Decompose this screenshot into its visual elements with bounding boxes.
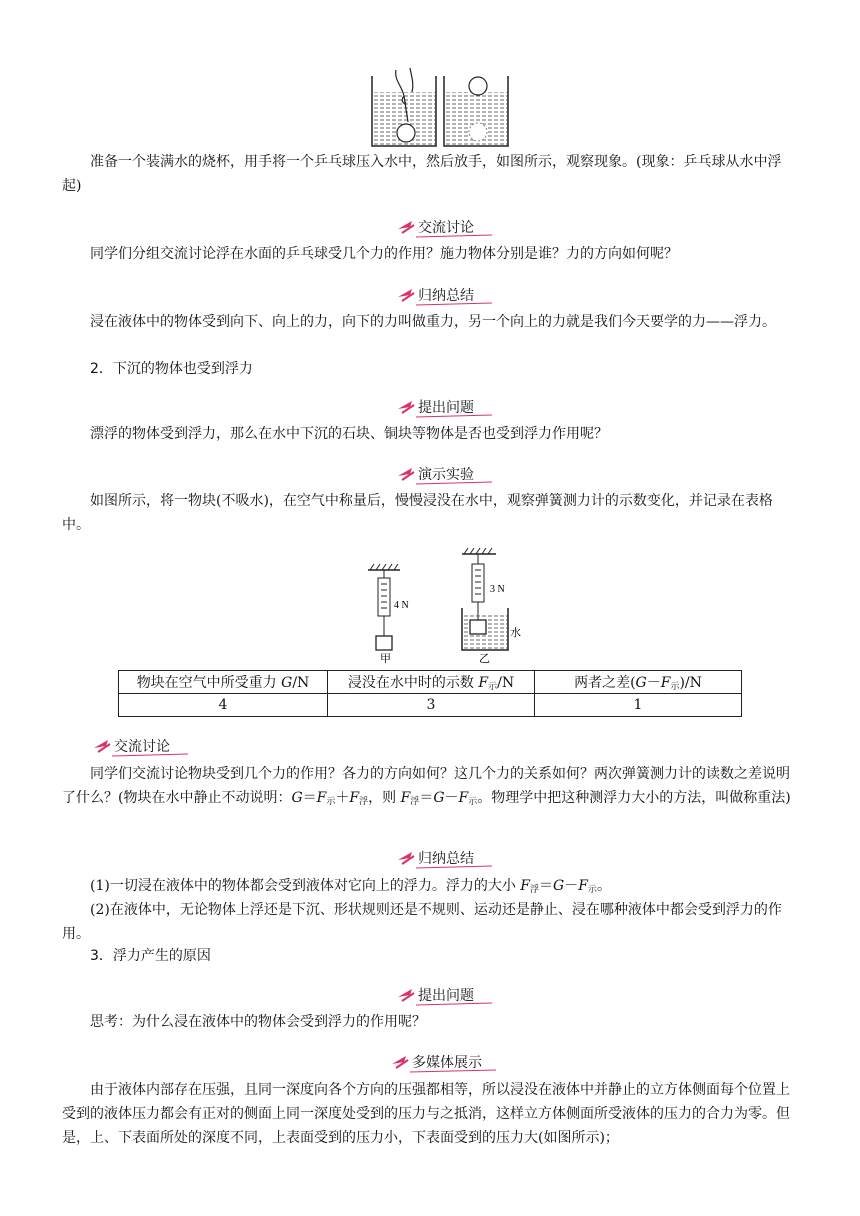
table-row (119, 694, 742, 717)
table-header-cell: 浸没在水中时的示数 $F_示/N$ (328, 671, 535, 694)
paragraph-summary-point-1: (1)一切浸在液体中的物体都会受到液体对它向上的浮力。浮力的大小 $F_浮=G-F_示$。 (90, 878, 611, 895)
heading-sinking-objects: 2．下沉的物体也受到浮力 (90, 361, 253, 377)
paragraph-buoyancy-intro: 浸在液体中的物体受到向下、向上的力，向下的力叫做重力，另一个向上的力就是我们今天要学的力——浮力。 (90, 314, 776, 330)
spring-scale-figure (362, 546, 532, 664)
beaker-figure (368, 66, 518, 148)
table-header-cell: 两者之差$(G-F_示)/N$ (535, 671, 742, 694)
label-yi: 乙 (479, 653, 490, 664)
table-header-row (119, 671, 742, 694)
table-header-cell: 物块在空气中所受重力 G/N (119, 671, 328, 694)
label-3n: 3 N (490, 584, 505, 595)
paragraph-discussion-question: 同学们分组交流讨论浮在水面的乒乓球受几个力的作用？施力物体分别是谁？力的方向如何呢？ (90, 246, 678, 262)
table-cell: 1 (535, 694, 742, 717)
label-4n: 4 N (394, 600, 409, 611)
label-water: 水 (510, 627, 521, 639)
paragraph-summary-point-2: (2)在液体中，无论物体上浮还是下沉、形状规则还是不规则、运动还是静止、浸在哪种液体中都会受到浮力的作用。 (62, 902, 782, 942)
paragraph-pressure-explanation: 由于液体内部存在压强，且同一深度向各个方向的压强都相等，所以浸没在液体中并静止的立方体侧面每个位置上受到的液体压力都会有正对的侧面上同一深度处受到的压力与之抵消，这样立方体侧面所受液体的压力的合力为零。但是，上、下表面所处的深度不同，上表面受到的压力小，下表面受到的压力大(如图所示)； (62, 1082, 790, 1146)
paragraph-think-question: 思考：为什么浸在液体中的物体会受到浮力的作用呢？ (90, 1014, 426, 1030)
paragraph-demo-description: 如图所示，将一物块(不吸水)，在空气中称量后，慢慢浸没在水中，观察弹簧测力计的示数变化，并记录在表格中。 (62, 493, 773, 533)
measurement-table (118, 670, 742, 717)
table-cell: 4 (119, 694, 328, 717)
table-cell: 3 (328, 694, 535, 717)
paragraph-weighing-method: 同学们交流讨论物块受到几个力的作用？各力的方向如何？这几个力的关系如何？两次弹簧测力计的读数之差说明了什么？(物块在水中静止不动说明：$G=F_示+F_浮$，则 $F_浮=G-F_示$。物理学中把这种测浮力大小的方法，叫做称重法) (62, 766, 791, 807)
paragraph-sinking-question: 漂浮的物体受到浮力，那么在水中下沉的石块、铜块等物体是否也受到浮力作用呢？ (90, 426, 608, 442)
paragraph-pingpong: 准备一个装满水的烧杯，用手将一个乒乓球压入水中，然后放手，如图所示，观察现象。(现象：乒乓球从水中浮起) (62, 154, 782, 194)
label-jia: 甲 (380, 653, 391, 664)
heading-buoyancy-cause: 3．浮力产生的原因 (90, 948, 211, 964)
